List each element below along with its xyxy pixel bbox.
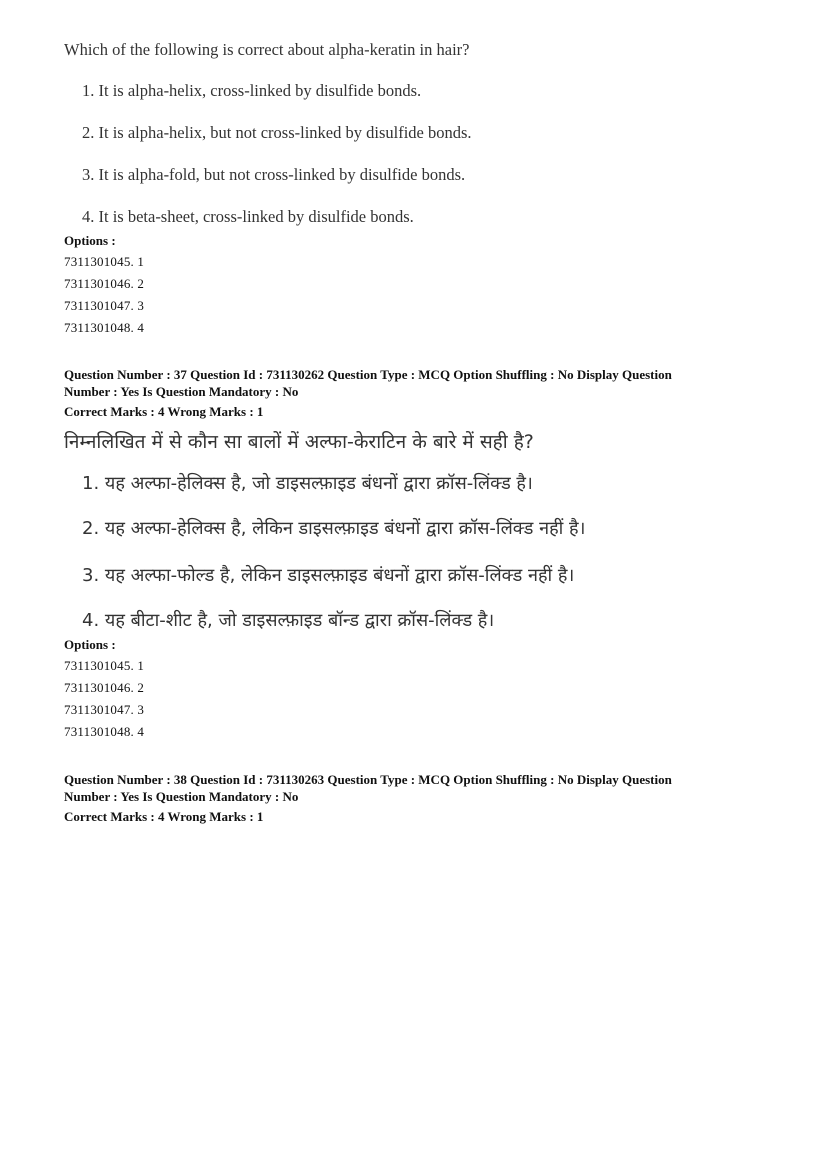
option-id-2: 7311301046. 2 <box>64 680 145 695</box>
choice-en-3: 3. It is alpha-fold, but not cross-linked by disulfide bonds. <box>82 165 466 184</box>
options-label: Options : <box>64 233 116 248</box>
option-id-1: 7311301045. 1 <box>64 254 145 269</box>
choice-en-1: 1. It is alpha-helix, cross-linked by disulfide bonds. <box>82 81 422 100</box>
options-label: Options : <box>64 637 116 652</box>
marks-info: Correct Marks : 4 Wrong Marks : 1 <box>64 809 264 824</box>
choice-hi-3: 3. यह अल्फा-फोल्ड है, लेकिन डाइसल्फ़ाइड बंधनों द्वारा क्रॉस-लिंक्ड नहीं है। <box>82 565 575 586</box>
choice-hi-1: 1. यह अल्फा-हेलिक्स है, जो डाइसल्फ़ाइड बंधनों द्वारा क्रॉस-लिंक्ड है। <box>82 473 533 494</box>
choice-hi-4: 4. यह बीटा-शीट है, जो डाइसल्फ़ाइड बॉन्ड द्वारा क्रॉस-लिंक्ड है। <box>82 610 495 631</box>
option-id-3: 7311301047. 3 <box>64 702 145 717</box>
question-meta-line-1: Question Number : 38 Question Id : 731130263 Question Type : MCQ Option Shuffling : No Display Question <box>64 772 672 787</box>
option-id-4: 7311301048. 4 <box>64 320 145 335</box>
question-meta <box>64 366 764 420</box>
question-meta <box>64 771 764 825</box>
option-id-3: 7311301047. 3 <box>64 298 145 313</box>
choice-hi-2: 2. यह अल्फा-हेलिक्स है, लेकिन डाइसल्फ़ाइड बंधनों द्वारा क्रॉस-लिंक्ड नहीं है। <box>82 518 586 539</box>
choice-en-4: 4. It is beta-sheet, cross-linked by disulfide bonds. <box>82 207 414 226</box>
choice-en-2: 2. It is alpha-helix, but not cross-linked by disulfide bonds. <box>82 123 472 142</box>
option-id-1: 7311301045. 1 <box>64 658 145 673</box>
question-text-en: Which of the following is correct about alpha-keratin in hair? <box>64 40 470 59</box>
marks-info: Correct Marks : 4 Wrong Marks : 1 <box>64 404 264 419</box>
option-id-4: 7311301048. 4 <box>64 724 145 739</box>
question-meta-line-2: Number : Yes Is Question Mandatory : No <box>64 384 299 399</box>
question-text-hi: निम्नलिखित में से कौन सा बालों में अल्फा-केराटिन के बारे में सही है? <box>64 431 534 453</box>
option-id-2: 7311301046. 2 <box>64 276 145 291</box>
question-meta-line-2: Number : Yes Is Question Mandatory : No <box>64 789 299 804</box>
question-meta-line-1: Question Number : 37 Question Id : 731130262 Question Type : MCQ Option Shuffling : No Display Question <box>64 367 672 382</box>
